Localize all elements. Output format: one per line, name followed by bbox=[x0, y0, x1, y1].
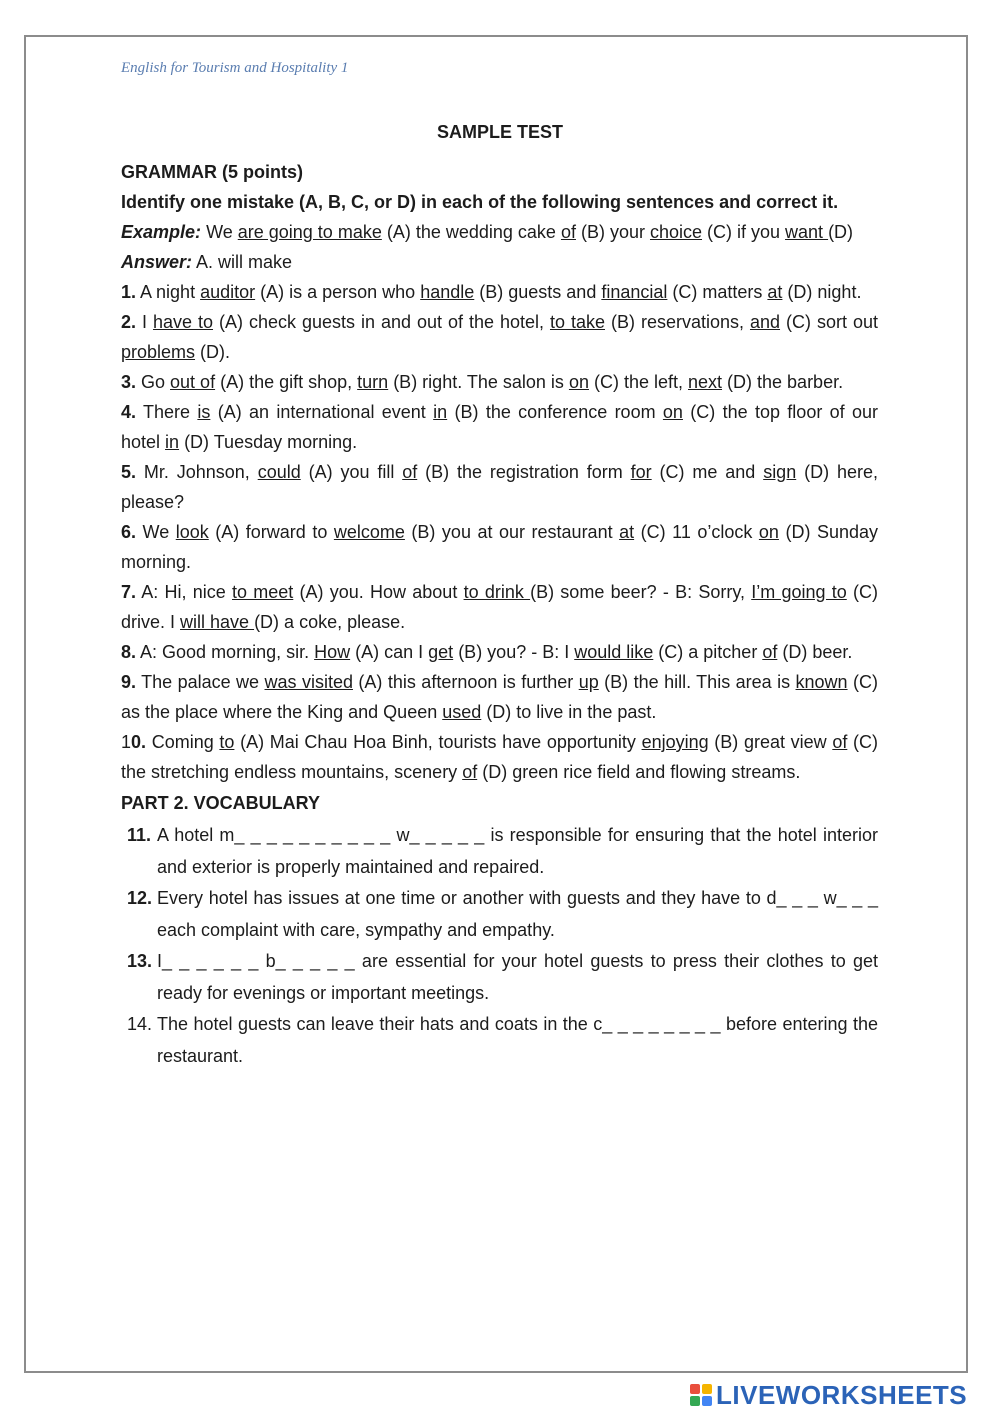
answer-option: to drink bbox=[463, 582, 531, 602]
answer-option: handle bbox=[420, 282, 475, 302]
answer-option: to take bbox=[549, 312, 605, 332]
question-number-prefix: 1 bbox=[121, 732, 132, 752]
answer-option: at bbox=[767, 282, 783, 302]
question-number: 8. bbox=[121, 642, 137, 662]
sentence-text: A: Good morning, sir. bbox=[136, 642, 315, 662]
answer-line bbox=[121, 247, 878, 277]
question-number: 4. bbox=[121, 402, 137, 422]
answer-option: of bbox=[762, 642, 778, 662]
answer-option: are going to make bbox=[237, 222, 382, 242]
sentence-text: (C) the left, bbox=[588, 372, 688, 392]
sentence-text: (A) the gift shop, bbox=[215, 372, 358, 392]
answer-option: want bbox=[785, 222, 829, 242]
sentence-text: (A) the wedding cake bbox=[381, 222, 561, 242]
grammar-question-6 bbox=[121, 517, 878, 577]
answer-option: of bbox=[832, 732, 848, 752]
sentence-text: (C) sort out bbox=[780, 312, 878, 332]
answer-option: choice bbox=[649, 222, 703, 242]
sentence-text: (A) an international event bbox=[210, 402, 434, 422]
question-number: 13. bbox=[127, 951, 153, 971]
course-header: English for Tourism and Hospitality 1 bbox=[121, 60, 349, 76]
logo-tile-2 bbox=[702, 1384, 712, 1394]
sentence-text: (C) the top floor of our hotel bbox=[121, 402, 879, 452]
answer-option: How bbox=[314, 642, 351, 662]
answer-option: on bbox=[568, 372, 589, 392]
vocabulary-question-12 bbox=[121, 883, 878, 946]
answer-option: problems bbox=[121, 342, 196, 362]
answer-option: of bbox=[560, 222, 576, 242]
answer-option: turn bbox=[357, 372, 389, 392]
grammar-question-4 bbox=[121, 397, 878, 457]
question-number: 3. bbox=[121, 372, 137, 392]
sentence-text: Go bbox=[136, 372, 171, 392]
grammar-instruction: Identify one mistake (A, B, C, or D) in each of the following sentences and correct it. bbox=[121, 192, 839, 212]
sentence-text: (D) a coke, please. bbox=[254, 612, 406, 632]
grammar-question-3 bbox=[121, 367, 878, 397]
logo-tile-1 bbox=[690, 1384, 700, 1394]
sentence-text: We bbox=[206, 222, 238, 242]
grammar-question-1 bbox=[121, 277, 878, 307]
answer-option: up bbox=[578, 672, 599, 692]
logo-tile-3 bbox=[690, 1396, 700, 1406]
grammar-question-10 bbox=[121, 727, 878, 787]
sentence-text: (A) you fill bbox=[300, 462, 403, 482]
answer-option: used bbox=[442, 702, 482, 722]
sentence-text: (C) a pitcher bbox=[653, 642, 763, 662]
answer-option: will have bbox=[180, 612, 255, 632]
sentence-text: (B) you at our restaurant bbox=[404, 522, 620, 542]
question-number: 5. bbox=[121, 462, 137, 482]
question-number: 6. bbox=[121, 522, 137, 542]
grammar-heading: GRAMMAR (5 points) bbox=[121, 162, 303, 182]
sentence-text: (D) green rice field and flowing streams. bbox=[477, 762, 801, 782]
sentence-text: (B) the conference room bbox=[447, 402, 663, 422]
vocabulary-heading: PART 2. VOCABULARY bbox=[121, 793, 321, 813]
sentence-text: Coming bbox=[146, 732, 220, 752]
vocabulary-question-13 bbox=[121, 946, 878, 1009]
grammar-question-list bbox=[121, 277, 878, 727]
grammar-question-2 bbox=[121, 307, 878, 367]
example-body bbox=[206, 222, 853, 242]
vocabulary-question-14 bbox=[121, 1009, 878, 1072]
sentence-text: (B) right. The salon is bbox=[388, 372, 569, 392]
question-number: 0. bbox=[131, 732, 147, 752]
answer-option: and bbox=[749, 312, 781, 332]
answer-option: at bbox=[619, 522, 635, 542]
question-text: I_ _ _ _ _ _ b_ _ _ _ _ are essential for your hotel guests to press their clothes to get ready for evenings or important meetings. bbox=[157, 951, 878, 1003]
sentence-text: The palace we bbox=[136, 672, 265, 692]
answer-option: was visited bbox=[264, 672, 353, 692]
page-title: SAMPLE TEST bbox=[436, 122, 563, 142]
sentence-text: A night bbox=[136, 282, 201, 302]
sentence-text: (D) night. bbox=[782, 282, 862, 302]
answer-label: Answer: bbox=[121, 252, 193, 272]
sentence-text: (B) you? - B: I bbox=[453, 642, 575, 662]
example-sentence bbox=[121, 217, 878, 247]
sentence-text: (C) if you bbox=[702, 222, 786, 242]
sentence-text: (A) Mai Chau Hoa Binh, tourists have opportunity bbox=[234, 732, 642, 752]
answer-option: to meet bbox=[232, 582, 294, 602]
sentence-text: (D) the barber. bbox=[722, 372, 844, 392]
question-text: A hotel m_ _ _ _ _ _ _ _ _ _ w_ _ _ _ _ is responsible for ensuring that the hotel interior and exterior is properly maintained and repaired. bbox=[157, 825, 878, 877]
answer-option: have to bbox=[152, 312, 214, 332]
vocabulary-question-11 bbox=[121, 820, 878, 883]
grammar-question-7 bbox=[121, 577, 878, 637]
example-label: Example: bbox=[121, 222, 202, 242]
question-text bbox=[121, 732, 878, 782]
sentence-text: (D) bbox=[828, 222, 854, 242]
sentence-text: (C) as the place where the King and Queen bbox=[121, 672, 878, 722]
question-number: 1. bbox=[121, 282, 137, 302]
sentence-text: (A) is a person who bbox=[255, 282, 421, 302]
question-number: 9. bbox=[121, 672, 137, 692]
answer-option: in bbox=[165, 432, 180, 452]
sentence-text: (B) great view bbox=[708, 732, 833, 752]
answer-option: sign bbox=[763, 462, 797, 482]
sentence-text: (C) me and bbox=[651, 462, 764, 482]
sentence-text: We bbox=[136, 522, 176, 542]
question-number: 2. bbox=[121, 312, 137, 332]
sentence-text: (D) to live in the past. bbox=[481, 702, 657, 722]
answer-option: of bbox=[402, 462, 418, 482]
question-number: 12. bbox=[127, 888, 153, 908]
sentence-text: (C) drive. I bbox=[121, 582, 878, 632]
sentence-text: (B) the hill. This area is bbox=[598, 672, 796, 692]
answer-option: get bbox=[428, 642, 454, 662]
liveworksheets-brand bbox=[690, 1379, 967, 1411]
answer-option: could bbox=[257, 462, 301, 482]
answer-option: on bbox=[758, 522, 779, 542]
sentence-text: I bbox=[136, 312, 153, 332]
sentence-text: (A) this afternoon is further bbox=[352, 672, 579, 692]
sentence-text: (D) Sunday morning. bbox=[121, 522, 879, 572]
answer-option: is bbox=[197, 402, 211, 422]
answer-option: enjoying bbox=[641, 732, 709, 752]
answer-option: would like bbox=[574, 642, 654, 662]
question-number: 7. bbox=[121, 582, 137, 602]
question-text: The hotel guests can leave their hats and coats in the c_ _ _ _ _ _ _ _ before entering the restaurant. bbox=[157, 1014, 878, 1066]
vocabulary-question-list bbox=[121, 820, 878, 1072]
answer-option: I’m going to bbox=[751, 582, 847, 602]
grammar-question-5 bbox=[121, 457, 878, 517]
brand-logo-icon bbox=[690, 1384, 712, 1406]
answer-option: to bbox=[219, 732, 235, 752]
question-number: 11. bbox=[127, 825, 152, 845]
answer-text: A. will make bbox=[192, 252, 293, 272]
answer-option: in bbox=[433, 402, 448, 422]
answer-option: auditor bbox=[200, 282, 256, 302]
sentence-text: (A) can I bbox=[350, 642, 429, 662]
grammar-question-8 bbox=[121, 637, 878, 667]
sentence-text: A: Hi, nice bbox=[136, 582, 233, 602]
answer-option: next bbox=[688, 372, 723, 392]
sentence-text: Mr. Johnson, bbox=[136, 462, 258, 482]
sentence-text: (D) here, please? bbox=[121, 462, 878, 512]
answer-option: welcome bbox=[333, 522, 405, 542]
question-text: Every hotel has issues at one time or another with guests and they have to d_ _ _ w_ _ _ each complaint with care, sympathy and empathy. bbox=[157, 888, 878, 940]
logo-tile-4 bbox=[702, 1396, 712, 1406]
grammar-question-9 bbox=[121, 667, 878, 727]
sentence-text: (B) guests and bbox=[474, 282, 602, 302]
sentence-text: (B) your bbox=[575, 222, 650, 242]
question-number: 14. bbox=[127, 1014, 153, 1034]
sentence-text: (B) some beer? - B: Sorry, bbox=[530, 582, 752, 602]
brand-name: LIVEWORKSHEETS bbox=[716, 1379, 968, 1410]
answer-option: out of bbox=[170, 372, 216, 392]
sentence-text: (C) the stretching endless mountains, scenery bbox=[121, 732, 878, 782]
test-content bbox=[121, 157, 878, 1072]
sentence-text: (D) Tuesday morning. bbox=[179, 432, 358, 452]
sentence-text: (C) matters bbox=[667, 282, 768, 302]
answer-option: known bbox=[795, 672, 848, 692]
answer-option: for bbox=[630, 462, 652, 482]
sentence-text: (B) the registration form bbox=[417, 462, 631, 482]
sentence-text: (C) 11 o’clock bbox=[634, 522, 759, 542]
sentence-text: (D). bbox=[195, 342, 231, 362]
sentence-text: (A) check guests in and out of the hotel, bbox=[213, 312, 550, 332]
sentence-text: There bbox=[136, 402, 198, 422]
sentence-text: (A) forward to bbox=[208, 522, 334, 542]
sentence-text: (B) reservations, bbox=[605, 312, 750, 332]
answer-option: financial bbox=[601, 282, 668, 302]
sentence-text: (D) beer. bbox=[777, 642, 853, 662]
answer-option: look bbox=[175, 522, 209, 542]
sentence-text: (A) you. How about bbox=[293, 582, 464, 602]
answer-option: on bbox=[662, 402, 683, 422]
answer-option: of bbox=[462, 762, 478, 782]
